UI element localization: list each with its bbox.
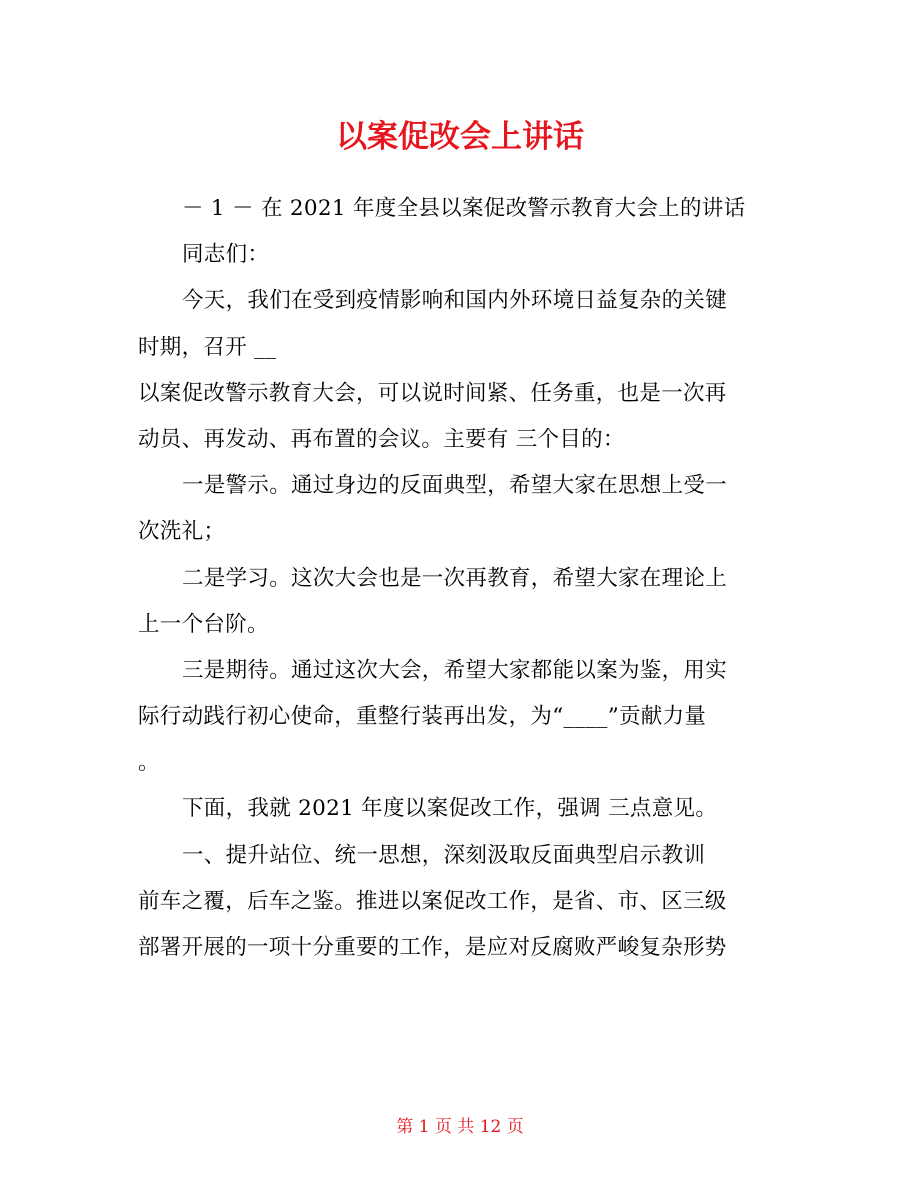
body-line: 动员、再发动、再布置的会议。主要有 三个目的： — [138, 426, 625, 452]
body-line: 时期，召开 __ — [138, 334, 277, 360]
body-line: － 1 － 在 2021 年度全县以案促改警示教育大会上的讲话 — [182, 196, 746, 221]
body-line: 今天，我们在受到疫情影响和国内外环境日益复杂的关键 — [182, 288, 728, 314]
body-line: 同志们： — [182, 242, 270, 268]
body-line: 前车之覆，后车之鉴。推进以案促改工作，是省、市、区三级 — [138, 888, 727, 914]
body-line: 以案促改警示教育大会，可以说时间紧、任务重，也是一次再 — [138, 380, 727, 406]
body-line: 二是学习。这次大会也是一次再教育，希望大家在理论上 — [182, 565, 728, 591]
document-body — [138, 186, 786, 971]
body-line: 。 — [138, 750, 160, 776]
body-line: 次洗礼； — [138, 519, 226, 545]
body-line: 一、提升站位、统一思想，深刻汲取反面典型启示教训 — [182, 842, 706, 868]
body-line: 一是警示。通过身边的反面典型，希望大家在思想上受一 — [182, 473, 728, 499]
body-line: 际行动践行初心使命，重整行装再出发，为“____”贡献力量 — [138, 704, 707, 730]
document-title: 以案促改会上讲话 — [336, 119, 584, 155]
page-footer: 第 1 页 共 12 页 — [396, 1117, 524, 1137]
body-line: 部署开展的一项十分重要的工作，是应对反腐败严峻复杂形势 — [138, 935, 727, 960]
body-line: 上一个台阶。 — [138, 611, 269, 637]
body-line: 下面，我就 2021 年度以案促改工作，强调 三点意见。 — [182, 796, 718, 822]
body-line: 三是期待。通过这次大会，希望大家都能以案为鉴，用实 — [182, 657, 728, 683]
